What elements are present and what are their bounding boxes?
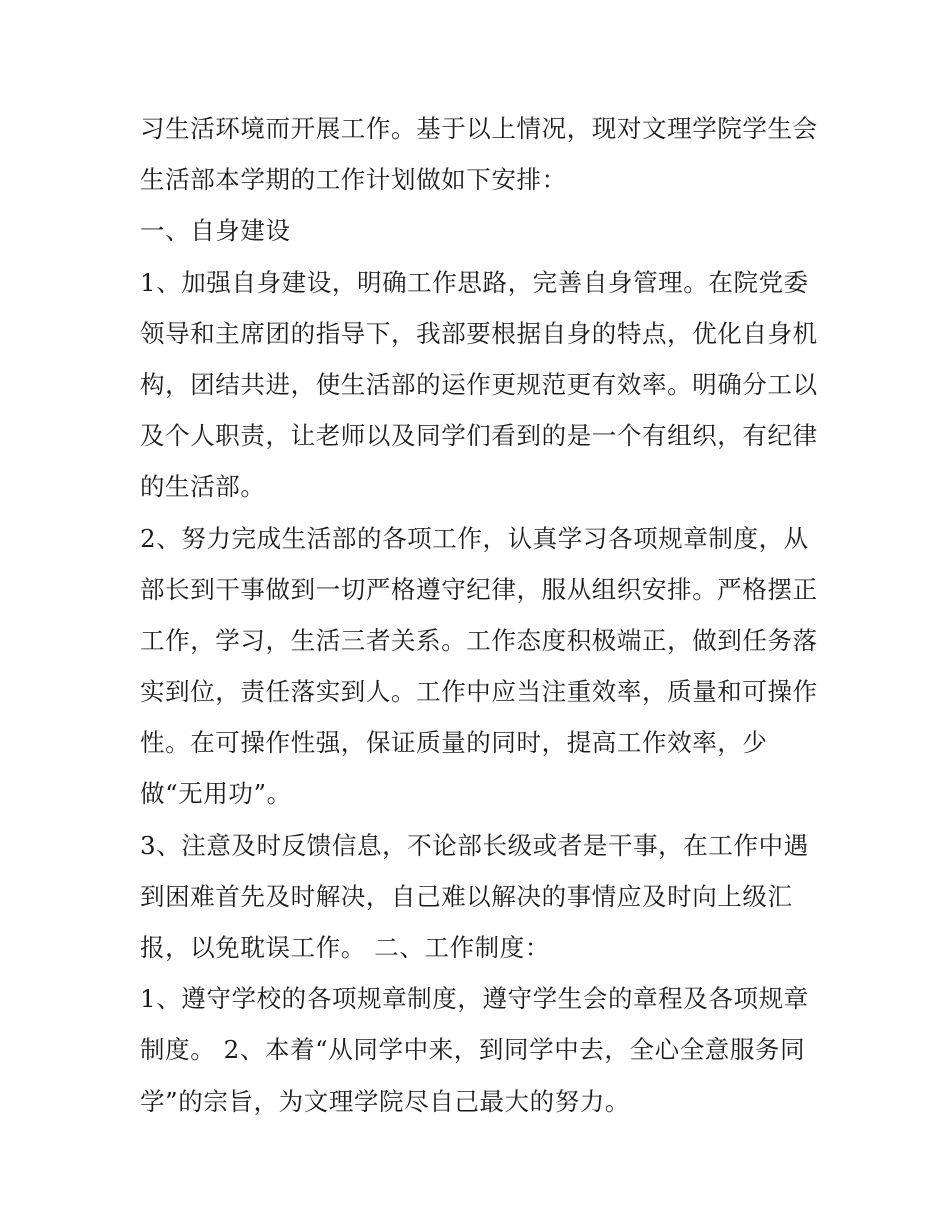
text-line: 2、努力完成生活部的各项工作，认真学习各项规章制度，从 <box>140 523 809 553</box>
text-line: 工作，学习，生活三者关系。工作态度积极端正，做到任务落 <box>140 625 818 655</box>
text-line: 部长到干事做到一切严格遵守纪律，服从组织安排。严格摆正 <box>140 574 818 604</box>
section-heading: 一、自身建设 <box>140 216 291 246</box>
text-line: 3、注意及时反馈信息，不论部长级或者是干事，在工作中遇 <box>140 830 809 860</box>
text-line: 及个人职责，让老师以及同学们看到的是一个有组织，有纪律 <box>140 421 818 451</box>
text-line: 做“无用功”。 <box>140 779 292 809</box>
text-line: 领导和主席团的指导下，我部要根据自身的特点，优化自身机 <box>140 318 818 348</box>
text-line: 1、遵守学校的各项规章制度，遵守学生会的章程及各项规章 <box>140 984 809 1014</box>
text-line: 习生活环境而开展工作。基于以上情况，现对文理学院学生会 <box>140 114 818 143</box>
text-line: 性。在可操作性强，保证质量的同时，提高工作效率，少 <box>140 728 768 758</box>
text-line: 生活部本学期的工作计划做如下安排： <box>140 165 567 195</box>
text-line: 学”的宗旨，为文理学院尽自己最大的努力。 <box>140 1086 631 1116</box>
text-line: 的生活部。 <box>140 472 266 502</box>
text-line: 实到位，责任落实到人。工作中应当注重效率，质量和可操作 <box>140 677 818 707</box>
text-line: 1、加强自身建设，明确工作思路，完善自身管理。在院党委 <box>140 267 809 297</box>
text-line: 报，以免耽误工作。 二、工作制度： <box>140 933 550 962</box>
text-line: 到困难首先及时解决，自己难以解决的事情应及时向上级汇 <box>140 881 793 911</box>
document-body <box>140 103 820 1127</box>
text-line: 构，团结共进，使生活部的运作更规范更有效率。明确分工以 <box>140 369 818 399</box>
text-line: 制度。 2、本着“从同学中来，到同学中去，全心全意服务同 <box>140 1035 806 1065</box>
